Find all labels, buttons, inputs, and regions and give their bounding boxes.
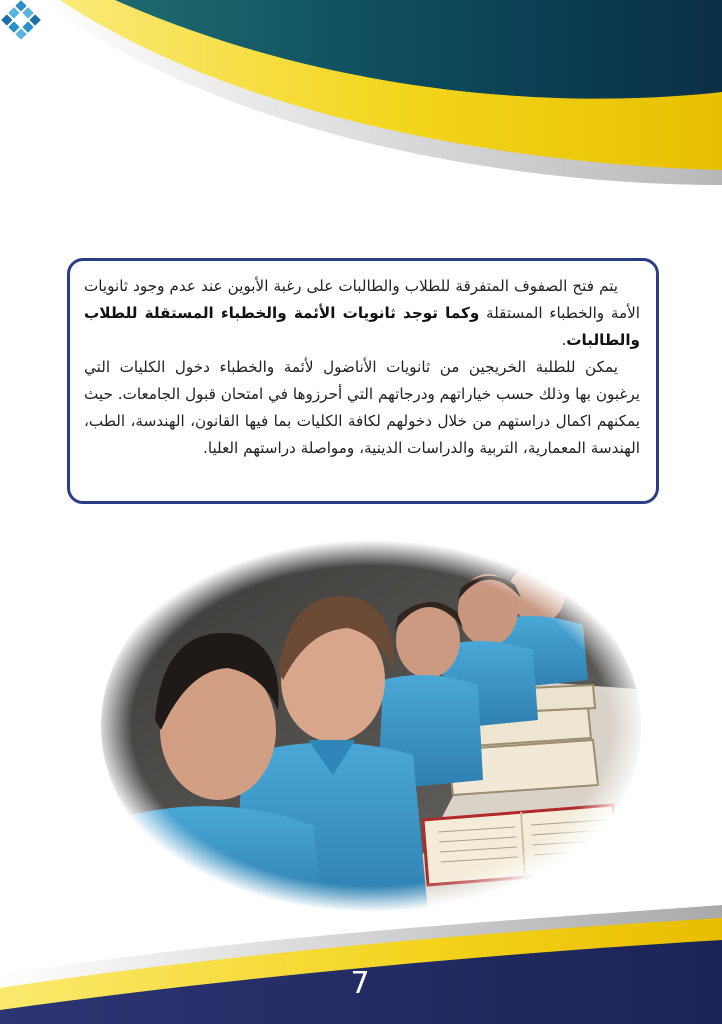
paragraph-1-text: يتم فتح الصفوف المتفرقة للطلاب والطالبات على رغبة الأبوين عند عدم وجود ثانويات الأمة والخطباء المستقلة	[84, 277, 640, 322]
logo-diamond-icon	[0, 0, 42, 42]
students-reading-photo	[93, 540, 649, 912]
footer-wave-art	[0, 900, 722, 1024]
paragraph-1-end: .	[561, 331, 567, 349]
paragraph-2: يمكن للطلبة الخريجين من ثانويات الأناضول لأئمة والخطباء دخول الكليات التي يرغبون بها وذلك حسب خياراتهم ودرجاتهم التي أحرزوها في امتحان قبول الجامعات. حيث يمكنهم اكمال دراستهم من خلال دخولهم لكافة الكليات بما فيها القانون، الهندسة، الطب، الهندسة المعمارية، التربية والدراسات الدينية، ومواصلة دراستهم العليا.	[84, 358, 640, 457]
page-number: 7	[350, 966, 370, 1001]
paragraph-1	[84, 273, 640, 354]
header-wave-art	[0, 0, 722, 210]
paragraph-1-bold: وكما توجد ثانويات الأئمة والخطباء المستقلة للطلاب والطالبات	[84, 304, 640, 349]
text-content-box	[67, 258, 659, 504]
